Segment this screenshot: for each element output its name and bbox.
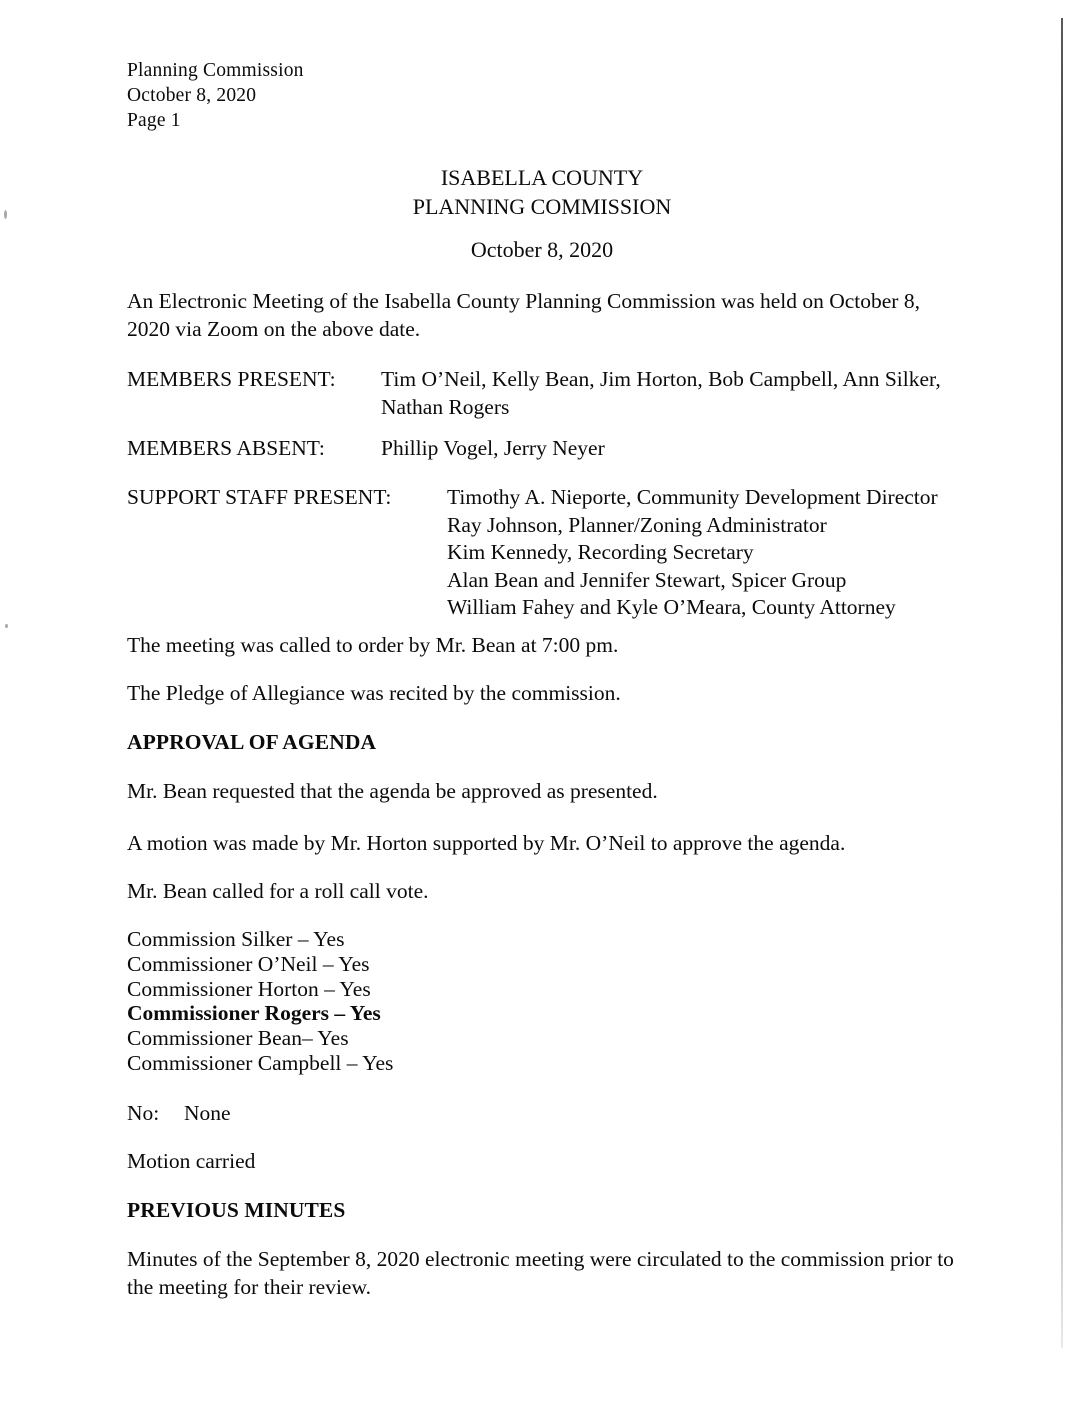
support-staff-value-list: [447, 484, 947, 622]
vote-line: Commission Silker – Yes: [127, 927, 345, 951]
vote-line: Commissioner Horton – Yes: [127, 976, 371, 1001]
roll-call-vote-list: [127, 927, 727, 1076]
scan-speck-artifact: [4, 210, 7, 219]
title-county: ISABELLA COUNTY: [440, 165, 644, 190]
no-votes-row: [127, 1100, 231, 1128]
called-to-order-paragraph: The meeting was called to order by Mr. Bean at 7:00 pm.: [127, 633, 619, 657]
title-body: PLANNING COMMISSION: [412, 193, 672, 219]
no-votes-label: No:: [127, 1101, 160, 1125]
members-absent-value: Phillip Vogel, Jerry Neyer: [381, 436, 605, 460]
header-line-page-number: Page 1: [127, 110, 181, 131]
pledge-paragraph: The Pledge of Allegiance was recited by the commission.: [127, 681, 621, 705]
agenda-requested-paragraph: Mr. Bean requested that the agenda be approved as presented.: [127, 779, 658, 803]
support-staff-line: Ray Johnson, Planner/Zoning Administrator: [447, 512, 827, 537]
header-line-date: October 8, 2020: [127, 85, 257, 106]
meeting-date: October 8, 2020: [470, 237, 614, 262]
vote-line: Commissioner Campbell – Yes: [127, 1050, 394, 1075]
section-heading-previous-minutes: PREVIOUS MINUTES: [127, 1198, 346, 1222]
page-header: [127, 58, 304, 133]
section-heading-approval-of-agenda: APPROVAL OF AGENDA: [127, 730, 377, 754]
members-present-label: MEMBERS PRESENT:: [127, 367, 336, 391]
previous-minutes-paragraph: Minutes of the September 8, 2020 electronic meeting were circulated to the commission prior to the meeting for their review.: [127, 1247, 954, 1299]
scan-speck-artifact: [5, 624, 8, 628]
roll-call-paragraph: Mr. Bean called for a roll call vote.: [127, 879, 429, 903]
members-absent-label: MEMBERS ABSENT:: [127, 436, 325, 460]
members-present-value: Tim O’Neil, Kelly Bean, Jim Horton, Bob Campbell, Ann Silker, Nathan Rogers: [381, 367, 941, 419]
header-line-commission: Planning Commission: [127, 60, 304, 81]
support-staff-label: SUPPORT STAFF PRESENT:: [127, 485, 392, 509]
members-absent-row: [127, 435, 957, 463]
scan-edge-artifact: [1061, 18, 1063, 1348]
document-title: [127, 164, 957, 221]
vote-line: Commissioner Rogers – Yes: [127, 1001, 381, 1026]
intro-paragraph: An Electronic Meeting of the Isabella County Planning Commission was held on October 8, 2020 via Zoom on the above date.: [127, 289, 920, 341]
support-staff-line: Alan Bean and Jennifer Stewart, Spicer Group: [447, 567, 847, 592]
support-staff-line: Kim Kennedy, Recording Secretary: [447, 540, 754, 564]
vote-line: Commissioner O’Neil – Yes: [127, 951, 370, 976]
support-staff-line: William Fahey and Kyle O’Meara, County Attorney: [447, 595, 896, 619]
support-staff-line: Timothy A. Nieporte, Community Development Director: [447, 485, 938, 509]
no-votes-value: None: [184, 1101, 231, 1125]
members-present-row: [127, 366, 957, 421]
support-staff-row: [127, 484, 957, 622]
motion-result: Motion carried: [127, 1149, 256, 1173]
agenda-motion-paragraph: A motion was made by Mr. Horton supported by Mr. O’Neil to approve the agenda.: [127, 831, 846, 855]
vote-line: Commissioner Bean– Yes: [127, 1026, 349, 1051]
